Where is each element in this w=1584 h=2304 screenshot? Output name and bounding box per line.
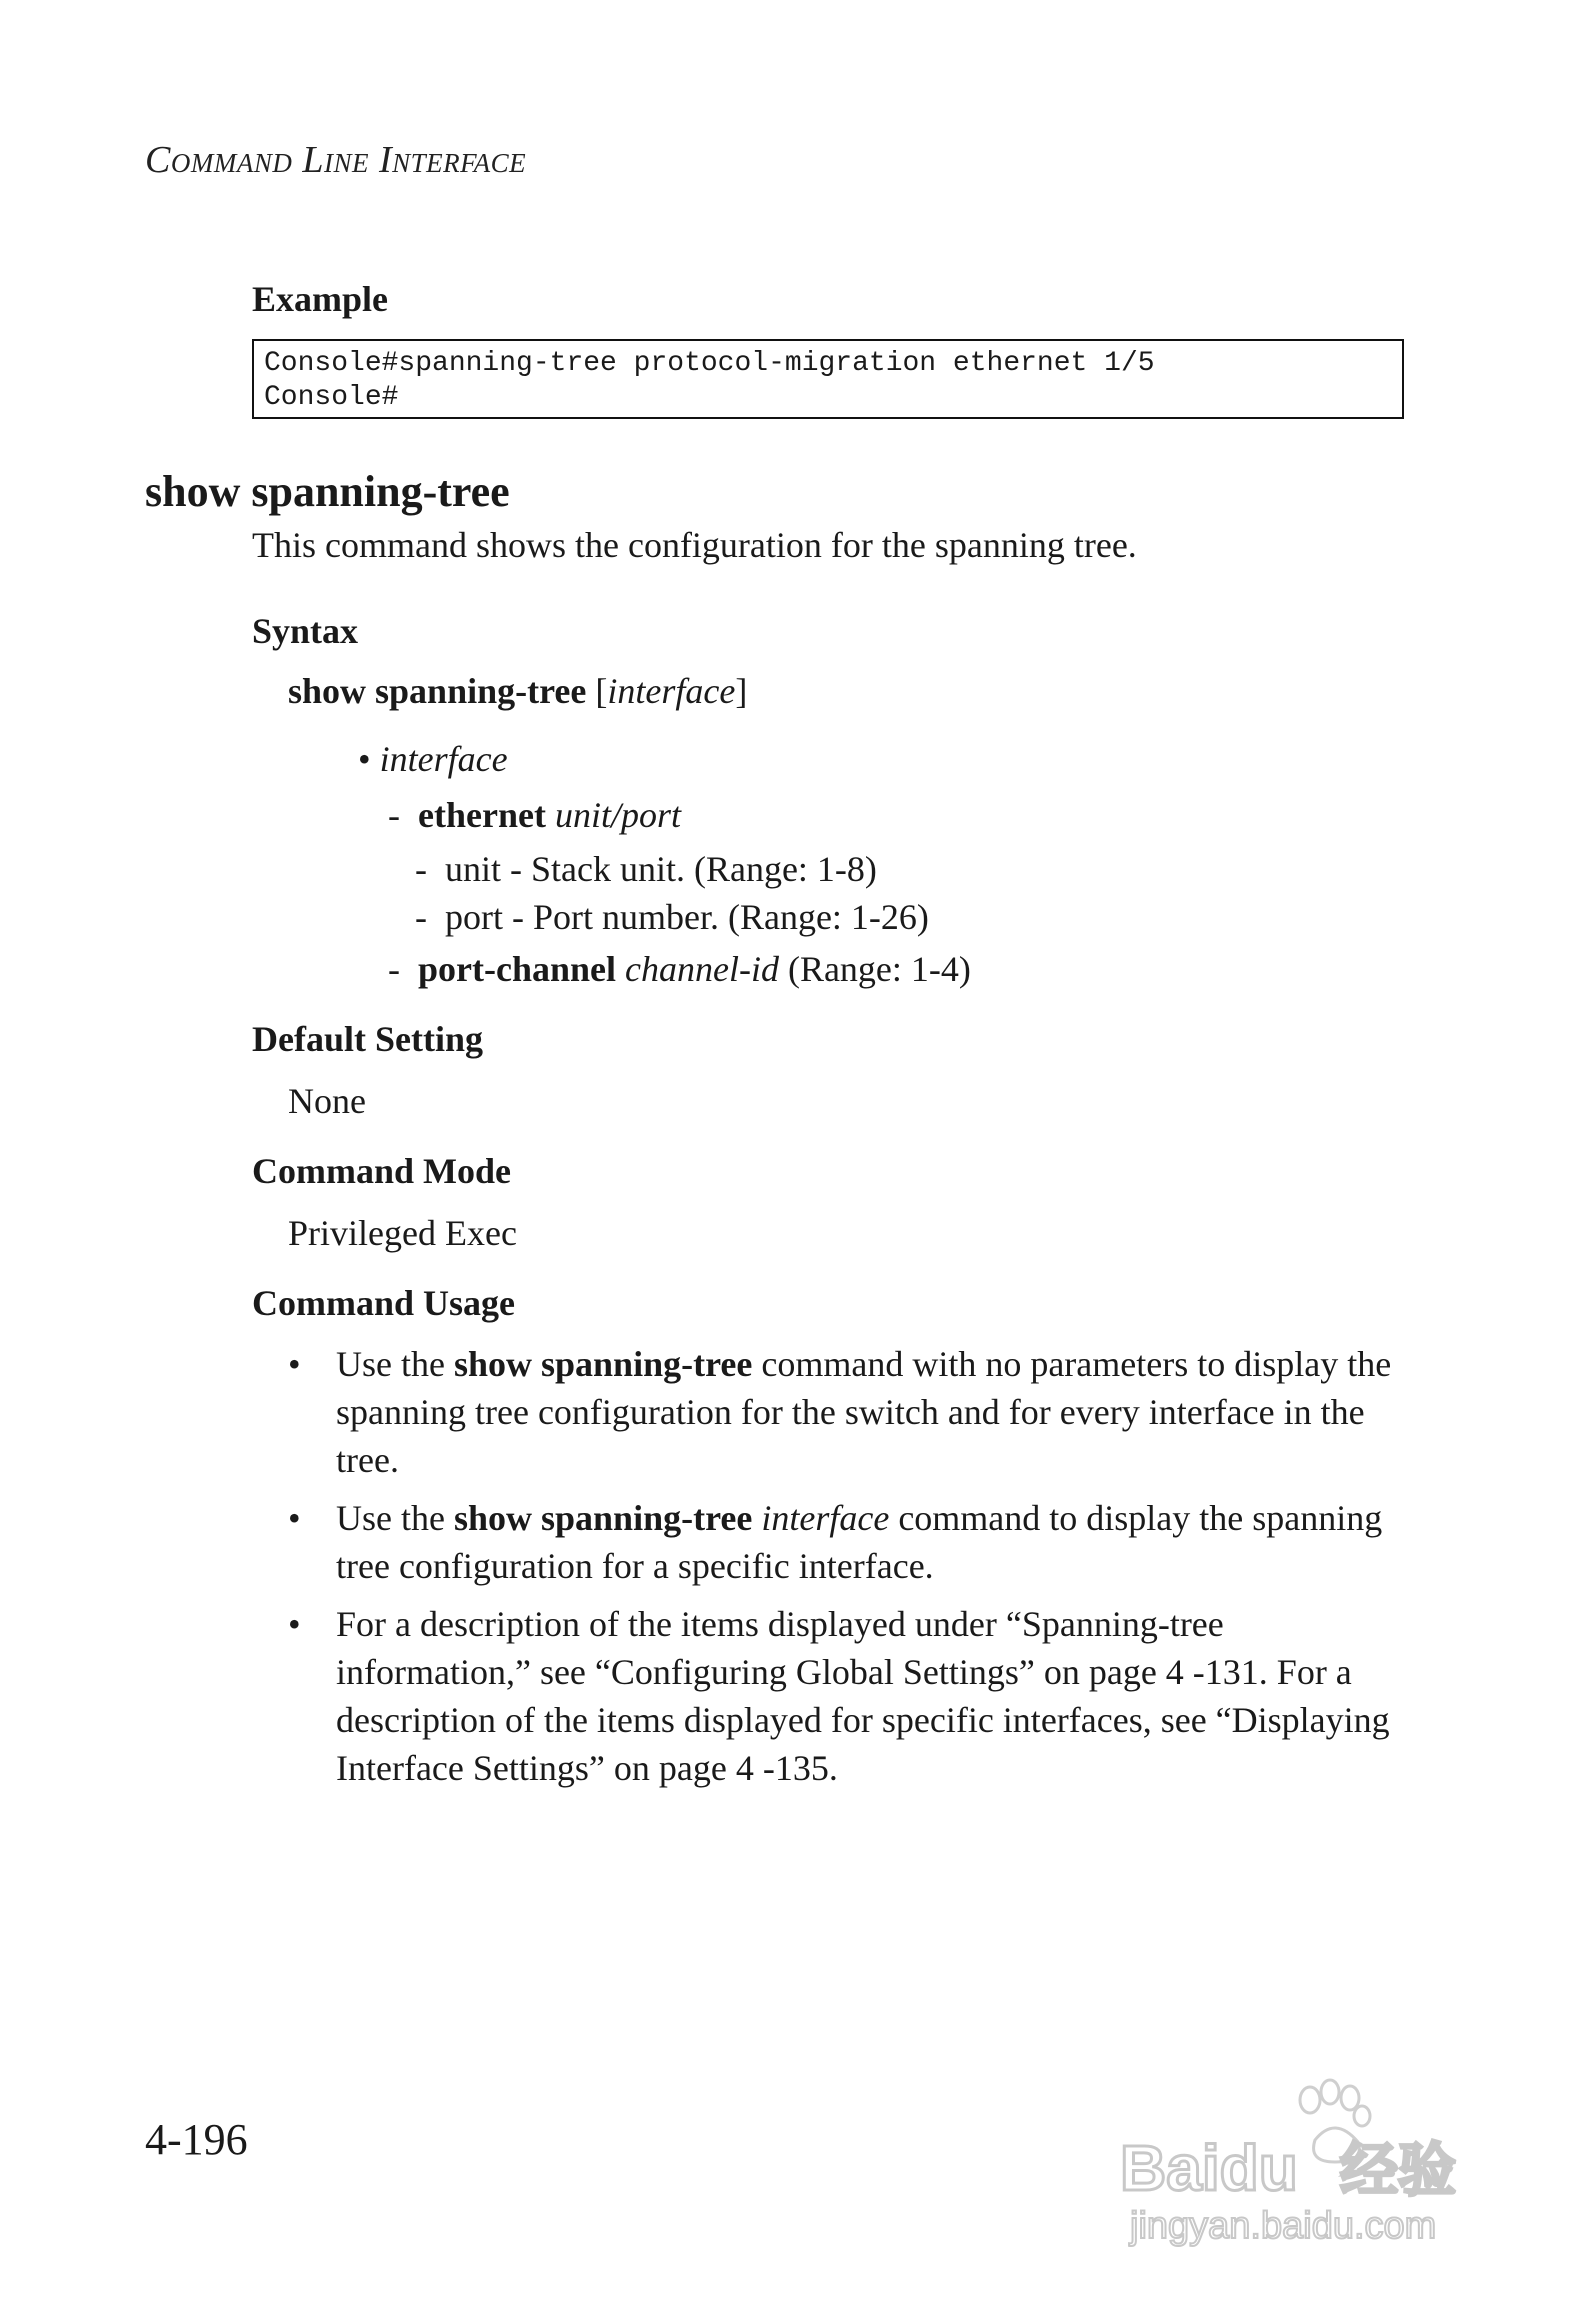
syntax-param: interface: [607, 671, 736, 711]
code-line-2: Console#: [264, 382, 399, 413]
port-channel-keyword: port-channel: [418, 949, 616, 989]
baidu-watermark-logo: [1120, 2070, 1500, 2250]
bullet-icon: •: [288, 1344, 301, 1384]
watermark-cn: 经验: [1340, 2136, 1457, 2204]
command-title: show spanning-tree: [145, 467, 510, 516]
syntax-close-bracket: ]: [735, 671, 748, 711]
syntax-command: show spanning-tree: [288, 671, 587, 711]
usage-item-2-post: command to display the spanning tree configuration for a specific interface.: [336, 1498, 1383, 1586]
port-description: port - Port number. (Range: 1-26): [445, 897, 929, 937]
bullet-icon: •: [288, 1604, 301, 1644]
dash-marker: -: [388, 949, 400, 989]
ethernet-keyword: ethernet: [418, 795, 546, 835]
bullet-icon: •: [358, 739, 371, 779]
channel-range: (Range: 1-4): [778, 949, 971, 989]
channel-id-arg: channel-id: [625, 949, 779, 989]
usage-item-1-post: command with no parameters to display the spanning tree configuration for the switch and for every interface in the tree.: [336, 1344, 1392, 1480]
running-head: Command Line Interface: [145, 139, 527, 181]
usage-list: [288, 1340, 1408, 1802]
param-port-channel: [388, 948, 971, 990]
default-setting-heading: Default Setting: [252, 1019, 483, 1059]
default-setting-value: None: [288, 1081, 366, 1121]
usage-item-3: For a description of the items displayed under “Spanning-tree information,” see “Configuring Global Settings” on page 4 -131. For a description of the items displayed for specific interfaces, see “Displaying Interface Settings” on page 4 -135.: [336, 1604, 1390, 1788]
command-description: This command shows the configuration for the spanning tree.: [252, 525, 1137, 565]
usage-item-1-command: show spanning-tree: [453, 1344, 753, 1384]
example-code-block: [252, 339, 1404, 419]
syntax-heading: Syntax: [252, 611, 359, 651]
param-interface: [358, 738, 508, 780]
dash-marker: -: [415, 849, 427, 889]
param-port: [415, 896, 929, 938]
bullet-icon: •: [288, 1498, 301, 1538]
list-item: [288, 1600, 1408, 1792]
usage-item-2-pre: Use the: [336, 1498, 454, 1538]
usage-item-1-pre: Use the: [336, 1344, 454, 1384]
usage-item-2-param: interface: [761, 1498, 890, 1538]
param-ethernet: [388, 794, 681, 836]
ethernet-args: unit/port: [554, 795, 681, 835]
usage-item-2-command: show spanning-tree: [453, 1498, 753, 1538]
syntax-open-bracket: [: [586, 671, 608, 711]
list-item: [288, 1494, 1408, 1590]
dash-marker: -: [415, 897, 427, 937]
code-line-1: Console#spanning-tree protocol-migration ethernet 1/5: [264, 348, 1155, 379]
command-usage-heading: Command Usage: [252, 1283, 516, 1323]
dash-marker: -: [388, 795, 400, 835]
command-mode-heading: Command Mode: [252, 1151, 511, 1191]
example-heading: Example: [252, 279, 389, 319]
unit-description: unit - Stack unit. (Range: 1-8): [445, 849, 877, 889]
syntax-line: [288, 670, 747, 712]
param-interface-label: interface: [379, 739, 508, 779]
param-unit: [415, 848, 877, 890]
watermark-url: jingyan.baidu.com: [1130, 2205, 1437, 2247]
list-item: [288, 1340, 1408, 1484]
watermark-brand: Baidu: [1120, 2132, 1298, 2204]
command-mode-value: Privileged Exec: [288, 1213, 517, 1253]
page-number: 4-196: [145, 2115, 248, 2164]
